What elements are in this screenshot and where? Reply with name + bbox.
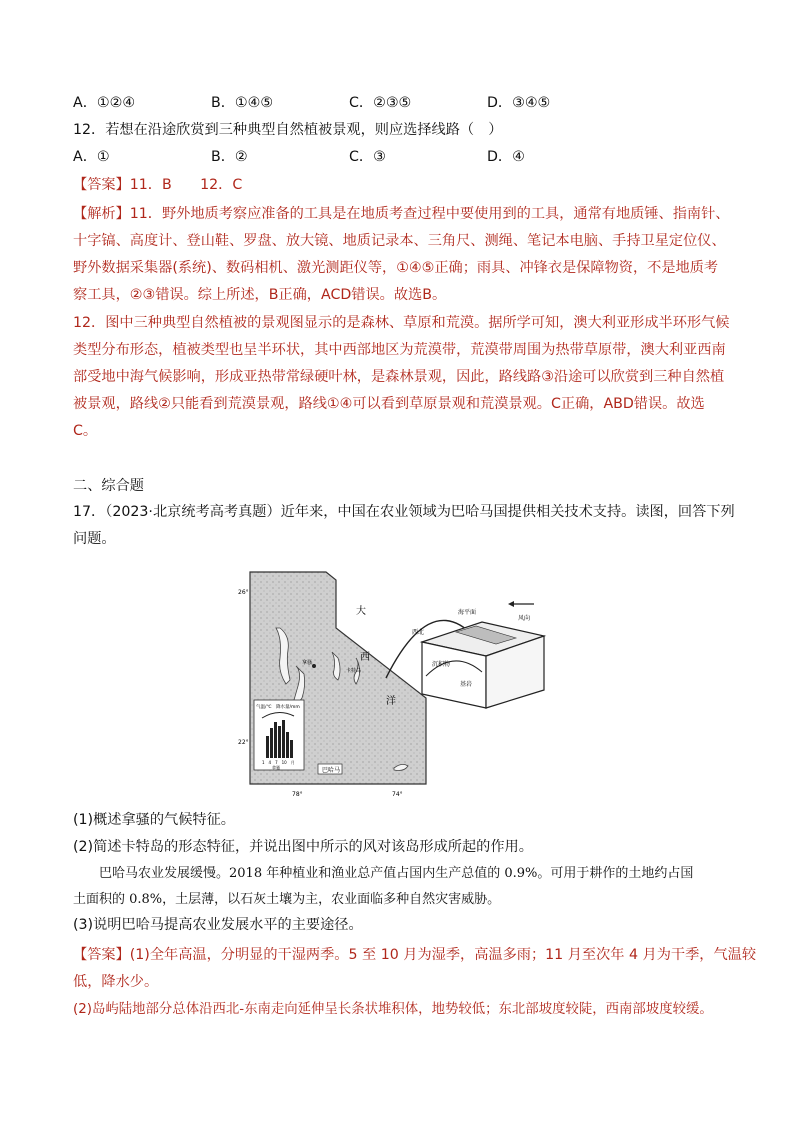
- analysis-line: 部受地中海气候影响，形成亚热带常绿硬叶林，是森林景观，因此，路线路③沿途可以欣赏到三种自然植: [73, 369, 725, 385]
- q12-stem: 12．若想在沿途欣赏到三种典型自然植被景观，则应选择线路（ ）: [73, 122, 503, 138]
- cat-island-label: 卡特岛: [346, 668, 362, 674]
- analysis-line: 野外数据采集器(系统)、数码相机、激光测距仪等，①④⑤正确；雨具、冲锋衣是保障物资，不是地质考: [73, 260, 719, 276]
- q12-option-c: C．③: [349, 149, 386, 165]
- material-text: 土面积的 0.8%，土层薄，以石灰土壤为主，农业面临多种自然灾害威胁。: [73, 892, 501, 907]
- ocean-word-3: 洋: [386, 696, 396, 707]
- answer-17: 【答案】(1)全年高温，分明显的干湿两季。5 至 10 月为湿季，高温多雨；11 月至次年 4 月为干季，气温较: [73, 947, 757, 963]
- sub-question-3: (3)说明巴哈马提高农业发展水平的主要途径。: [73, 917, 363, 933]
- answer-11-12: 【答案】11．B 12．C: [73, 177, 243, 193]
- climate-temp-title: 气温/℃: [256, 705, 272, 710]
- climate-city: 拿骚: [272, 765, 280, 770]
- q11-option-d: D．③④⑤: [487, 95, 551, 111]
- analysis-line: C。: [73, 423, 98, 439]
- wind-label: 风向: [518, 615, 531, 622]
- q17-stem: 17．（2023·北京统考高考真题）近年来，中国在农业领域为巴哈马国提供相关技术支持。读图，回答下列: [73, 504, 735, 520]
- analysis-line: 12．图中三种典型自然植被的景观图显示的是森林、草原和荒漠。据所学可知，澳大利亚形成半环形气候: [73, 315, 730, 331]
- answer-17: 低，降水少。: [73, 974, 159, 990]
- sub-question-2: (2)简述卡特岛的形态特征，并说出图中所示的风对该岛形成所起的作用。: [73, 839, 533, 855]
- lon-78: 78°: [292, 791, 303, 798]
- q12-option-d: D．④: [487, 149, 525, 165]
- material-text: 巴哈马农业发展缓慢。2018 年种植业和渔业总产值占国内生产总值的 0.9%。可用于耕作的土地约占国: [99, 866, 694, 881]
- climate-precip-title: 降水量/mm: [276, 705, 300, 710]
- analysis-line: 十字镐、高度计、登山鞋、罗盘、放大镜、地质记录本、三角尺、测绳、笔记本电脑、手持卫星定位仪、: [73, 233, 726, 249]
- nassau-dot: [312, 664, 316, 668]
- q17-stem: 问题。: [73, 531, 116, 547]
- country-label: 巴哈马: [322, 767, 341, 774]
- analysis-line: 被景观，路线②只能看到荒漠景观，路线①④可以看到草原景观和荒漠景观。C正确，ABD错误。故选: [73, 396, 705, 412]
- northwest-label: 西北: [412, 629, 425, 636]
- analysis-line: 【解析】11．野外地质考察应准备的工具是在地质考查过程中要使用到的工具，通常有地质锤、指南针、: [73, 206, 730, 222]
- bahamas-figure: [236, 568, 558, 800]
- ocean-word-1: 大: [356, 606, 366, 617]
- q11-option-c: C．②③⑤: [349, 95, 412, 111]
- ocean-word-2: 西: [360, 652, 370, 663]
- q11-option-a: A．①②④: [73, 95, 136, 111]
- sediment-label: 沉积物: [432, 661, 451, 668]
- answer-17: (2)岛屿陆地部分总体沿西北-东南走向延伸呈长条状堆积体，地势较低；东北部坡度较陡，西南部坡度较缓。: [73, 1002, 713, 1017]
- sub-question-1: (1)概述拿骚的气候特征。: [73, 812, 235, 828]
- sea-level-label: 海平面: [458, 609, 477, 616]
- q12-option-b: B．②: [211, 149, 248, 165]
- climate-months: 1 4 7 10 月: [262, 760, 295, 765]
- nassau-label: 拿骚: [302, 660, 313, 666]
- lat-22: 22°: [238, 739, 249, 746]
- bahamas-map-svg: [236, 568, 558, 800]
- analysis-line: 类型分布形态，植被类型也呈半环状，其中西部地区为荒漠带，荒漠带周围为热带草原带，澳大利亚西南: [73, 342, 726, 358]
- section-title: 二、综合题: [73, 478, 144, 494]
- q11-option-b: B．①④⑤: [211, 95, 274, 111]
- bedrock-label: 基岩: [460, 681, 473, 688]
- lat-26: 26°: [238, 589, 249, 596]
- analysis-line: 察工具，②③错误。综上所述，B正确，ACD错误。故选B。: [73, 287, 447, 303]
- lon-74: 74°: [392, 791, 403, 798]
- q12-option-a: A．①: [73, 149, 110, 165]
